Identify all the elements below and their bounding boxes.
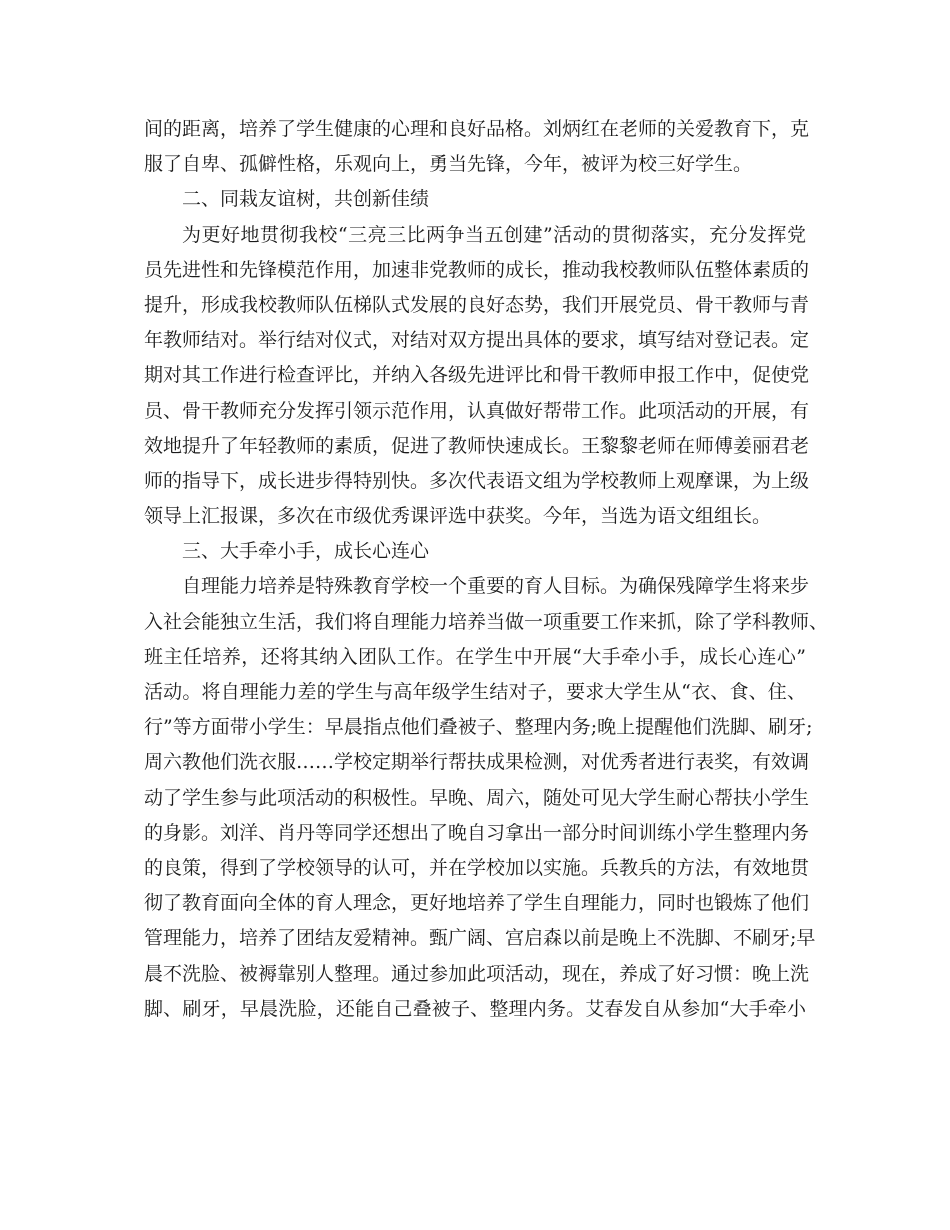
paragraph-line: 班主任培养，还将其纳入团队工作。在学生中开展“大手牵小手，成长心连心”	[144, 645, 806, 668]
paragraph-line: 晨不洗脸、被褥靠别人整理。通过参加此项活动，现在，养成了好习惯：晚上洗	[144, 962, 810, 985]
paragraph-line: 师的指导下，成长进步得特别快。多次代表语文组为学校教师上观摩课，为上级	[144, 469, 810, 492]
paragraph-line: 的良策，得到了学校领导的认可，并在学校加以实施。兵教兵的方法，有效地贯	[144, 856, 810, 879]
section-heading: 二、同栽友谊树，共创新佳绩	[182, 188, 430, 211]
section-heading: 三、大手牵小手，成长心连心	[182, 540, 430, 563]
paragraph-line: 自理能力培养是特殊教育学校一个重要的育人目标。为确保残障学生将来步	[182, 575, 810, 598]
paragraph-line: 服了自卑、孤僻性格，乐观向上，勇当先锋，今年，被评为校三好学生。	[144, 153, 753, 176]
paragraph-line: 领导上汇报课，多次在市级优秀课评选中获奖。今年，当选为语文组组长。	[144, 505, 772, 528]
paragraph-line: 周六教他们洗衣服……学校定期举行帮扶成果检测，对优秀者进行表奖，有效调	[144, 751, 810, 774]
paragraph-line: 效地提升了年轻教师的素质，促进了教师快速成长。王黎黎老师在师傅姜丽君老	[144, 434, 810, 457]
paragraph-line: 脚、刷牙，早晨洗脸，还能自己叠被子、整理内务。艾春发自从参加“大手牵小	[144, 997, 806, 1020]
paragraph-line: 活动。将自理能力差的学生与高年级学生结对子，要求大学生从“衣、食、住、	[144, 681, 806, 703]
document-body	[144, 112, 829, 1027]
paragraph-line: 为更好地贯彻我校“三亮三比两争当五创建”活动的贯彻落实，充分发挥党	[182, 223, 806, 246]
paragraph-line: 期对其工作进行检查评比，并纳入各级先进评比和骨干教师申报工作中，促使党	[144, 364, 810, 387]
paragraph-line: 间的距离，培养了学生健康的心理和良好品格。刘炳红在老师的关爱教育下，克	[144, 118, 810, 140]
paragraph-line: 员、骨干教师充分发挥引领示范作用，认真做好帮带工作。此项活动的开展，有	[144, 399, 810, 422]
paragraph-line: 提升，形成我校教师队伍梯队式发展的良好态势，我们开展党员、骨干教师与青	[144, 293, 810, 316]
paragraph-line: 动了学生参与此项活动的积极性。早晚、周六，随处可见大学生耐心帮扶小学生	[144, 786, 810, 809]
paragraph-line: 管理能力，培养了团结友爱精神。甄广阔、宫启森以前是晚上不洗脚、不刷牙;早	[144, 927, 816, 950]
paragraph-line: 行”等方面带小学生：早晨指点他们叠被子、整理内务;晚上提醒他们洗脚、刷牙;	[144, 716, 813, 739]
paragraph-line: 员先进性和先锋模范作用，加速非党教师的成长，推动我校教师队伍整体素质的	[144, 258, 810, 281]
paragraph-line: 彻了教育面向全体的育人理念，更好地培养了学生自理能力，同时也锻炼了他们	[144, 892, 810, 915]
paragraph-line: 的身影。刘洋、肖丹等同学还想出了晚自习拿出一部分时间训练小学生整理内务	[144, 821, 810, 844]
paragraph-line: 入社会能独立生活，我们将自理能力培养当做一项重要工作来抓，除了学科教师、	[144, 610, 829, 633]
paragraph-line: 年教师结对。举行结对仪式，对结对双方提出具体的要求，填写结对登记表。定	[144, 329, 810, 352]
